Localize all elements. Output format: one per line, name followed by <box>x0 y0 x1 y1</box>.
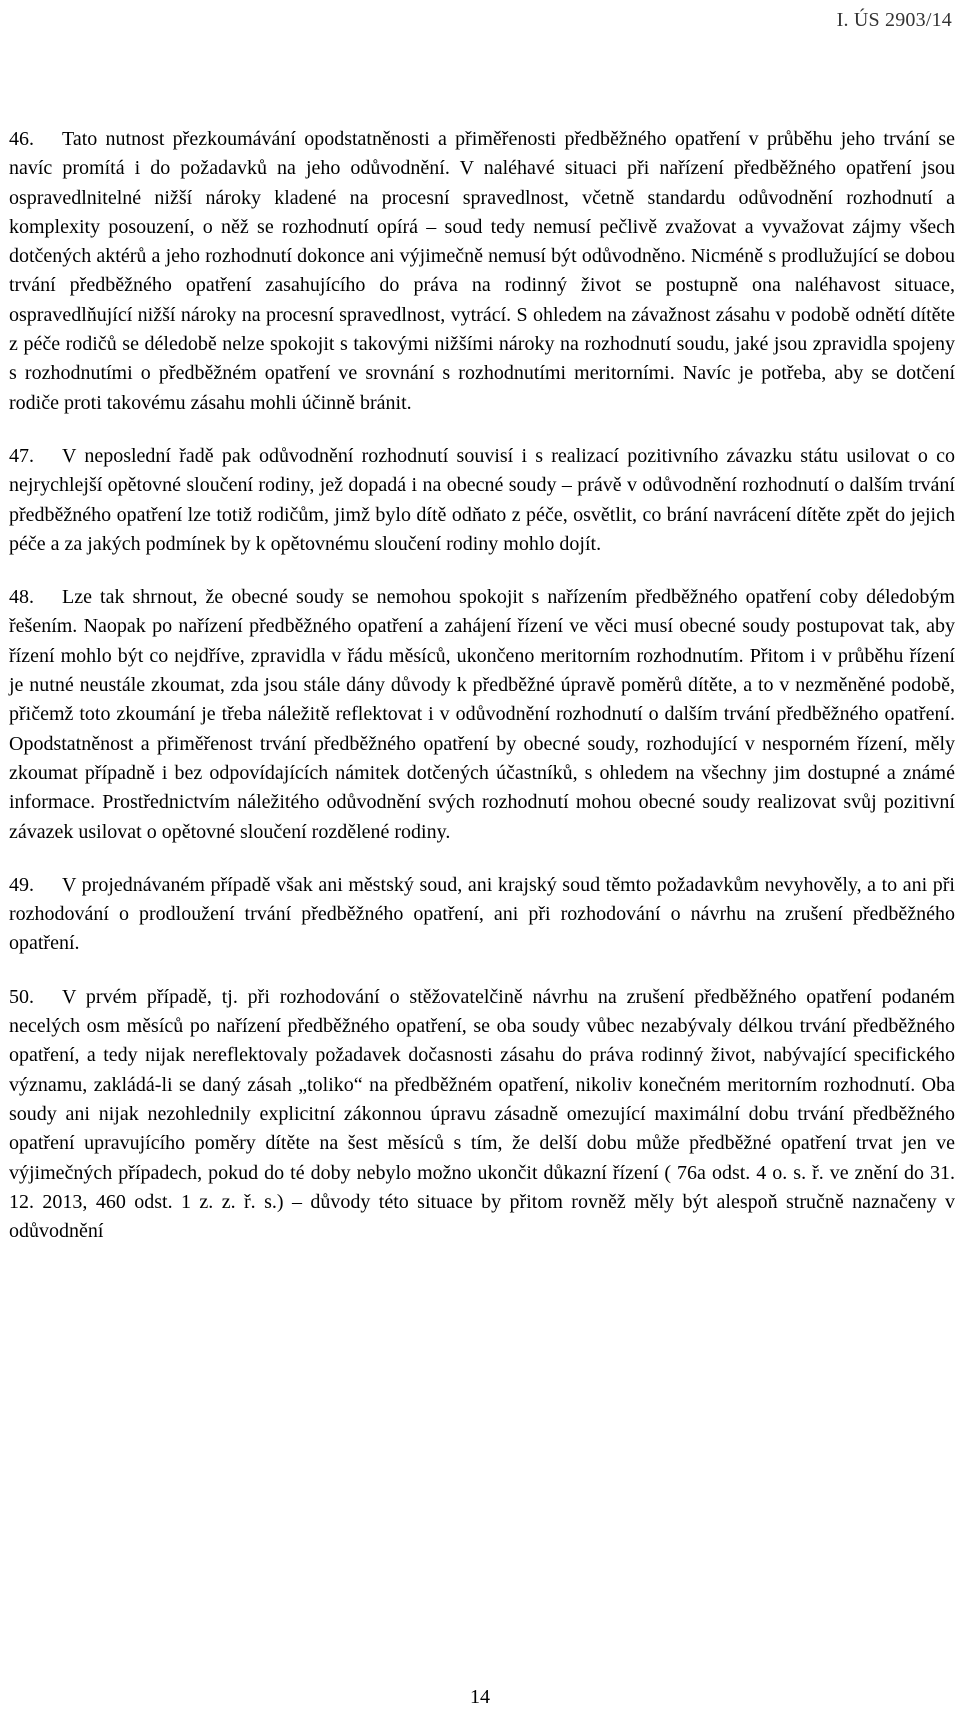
paragraph-number: 47. <box>9 444 34 467</box>
paragraph-46 <box>9 125 955 418</box>
paragraph-text: V neposlední řadě pak odůvodnění rozhodnutí souvisí i s realizací pozitivního závazku státu usilovat o co nejrychlejší opětovné sloučení rodiny, jež dopadá i na obecné soudy – právě v odůvodnění rozhodnutí o dalším trvání předběžného opatření lze totiž rodičům, jimž bylo dítě odňato z péče, osvětlit, co brání navrácení dítěte zpět do jejich péče a za jakých podmínek by k opětovnému sloučení rodiny mohlo dojít. <box>9 444 955 555</box>
paragraph-text: Tato nutnost přezkoumávání opodstatněnosti a přiměřenosti předběžného opatření v průběhu jeho trvání se navíc promítá i do požadavků na jeho odůvodnění. V naléhavé situaci při nařízení předběžného opatření jsou ospravedlnitelné nižší nároky kladené na procesní spravedlnost, včetně standardu odůvodnění rozhodnutí a komplexity posouzení, o něž se rozhodnutí opírá – soud tedy nemusí pečlivě zvažovat a vyvažovat zájmy všech dotčených aktérů a jeho rozhodnutí dokonce ani výjimečně nemusí být odůvodněno. Nicméně s prodlužující se dobou trvání předběžného opatření zasahujícího do práva na rodinný život se postupně ona naléhavost situace, ospravedlňující nižší nároky na procesní spravedlnost, vytrácí. S ohledem na závažnost zásahu v podobě odnětí dítěte z péče rodičů se déledobě nelze spokojit s takovými nižšími nároky na rozhodnutí soudu, jaké jsou zpravidla spojeny s rozhodnutími o předběžném opatření ve srovnání s rozhodnutími meritorními. Navíc je potřeba, aby se dotčení rodiče proti takovému zásahu mohli účinně bránit. <box>9 128 955 414</box>
paragraph-text: Lze tak shrnout, že obecné soudy se nemohou spokojit s nařízením předběžného opatření coby déledobým řešením. Naopak po nařízení předběžného opatření a zahájení řízení ve věci musí obecné soudy postupovat tak, aby řízení mohlo být co nejdříve, zpravidla v řádu měsíců, ukončeno meritorním rozhodnutím. Přitom i v průběhu řízení je nutné neustále zkoumat, zda jsou stále dány důvody k předběžné úpravě poměrů dítěte, a to v nezměněné podobě, přičemž toto zkoumání je třeba náležitě reflektovat i v odůvodnění rozhodnutí o dalším trvání předběžného opatření. Opodstatněnost a přiměřenost trvání předběžného opatření by obecné soudy, rozhodující v nesporném řízení, měly zkoumat případně i bez odpovídajících námitek dotčených účastníků, s ohledem na všechny jim dostupné a známé informace. Prostřednictvím náležitého odůvodnění svých rozhodnutí mohou obecné soudy realizovat svůj pozitivní závazek usilovat o opětovné sloučení rozdělené rodiny. <box>9 586 955 843</box>
paragraph-number: 48. <box>9 586 34 609</box>
paragraph-49 <box>9 871 955 959</box>
paragraph-number: 49. <box>9 873 34 896</box>
document-body <box>9 125 955 1270</box>
paragraph-50 <box>9 983 955 1247</box>
paragraph-text: V projednávaném případě však ani městský soud, ani krajský soud těmto požadavkům nevyhověly, a to ani při rozhodování o prodloužení trvání předběžného opatření, ani při rozhodování o návrhu na zrušení předběžného opatření. <box>9 873 955 955</box>
paragraph-48 <box>9 583 955 847</box>
paragraph-number: 50. <box>9 985 34 1008</box>
paragraph-number: 46. <box>9 128 34 150</box>
paragraph-text: V prvém případě, tj. při rozhodování o stěžovatelčině návrhu na zrušení předběžného opatření podaném necelých osm měsíců po nařízení předběžného opatření, se oba soudy vůbec nezabývaly délkou trvání předběžného opatření, a tedy nijak nereflektovaly požadavek dočasnosti zásahu do práva rodinný život, nabývající specifického významu, zakládá-li se daný zásah „toliko“ na předběžném opatření, nikoliv konečném meritorním rozhodnutí. Oba soudy ani nijak nezohlednily explicitní zákonnou úpravu zásadně omezující maximální dobu trvání předběžného opatření upravujícího poměry dítěte na šest měsíců s tím, že delší dobu může předběžné opatření trvat jen ve výjimečných případech, pokud do té doby nebylo možno ukončit důkazní řízení ( 76a odst. 4 o. s. ř. ve znění do 31. 12. 2013, 460 odst. 1 z. z. ř. s.) – důvody této situace by přitom rovněž měly být alespoň stručně naznačeny v odůvodnění <box>9 985 955 1243</box>
page-number: 14 <box>470 1686 490 1708</box>
paragraph-47 <box>9 442 955 559</box>
case-reference: I. ÚS 2903/14 <box>836 9 952 31</box>
